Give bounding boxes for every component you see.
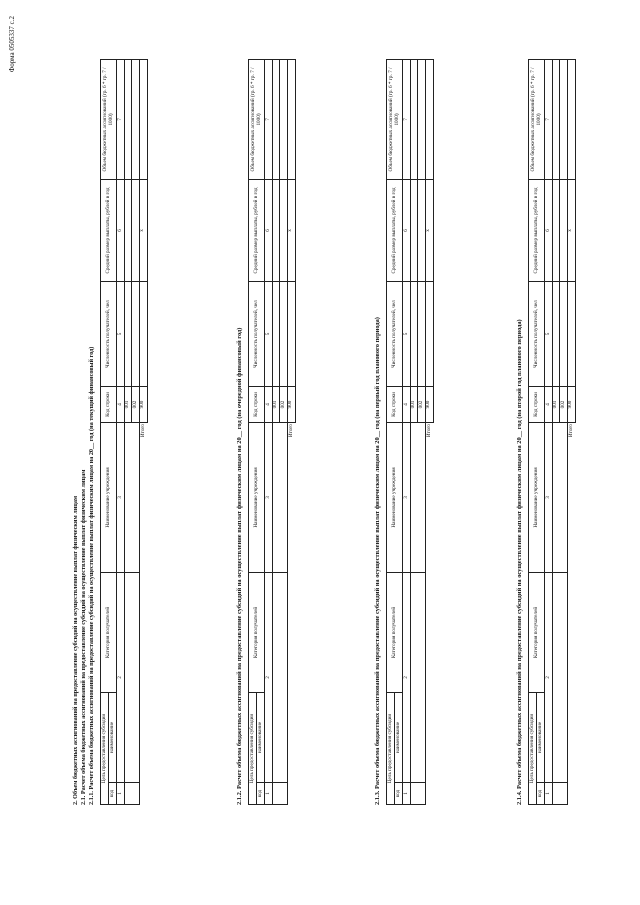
budget-volume-header: Объем бюджетных ассигнований (гр. 6 * гр. 7 / 1000) [249, 59, 265, 179]
row-code: 001 [124, 386, 132, 422]
blank [425, 572, 433, 804]
budget-volume-header: Объем бюджетных ассигнований (гр. 6 * гр. 7 / 1000) [101, 59, 117, 179]
budget-volume-cell[interactable] [272, 59, 280, 179]
column-number: 1 [117, 783, 125, 805]
line-code-header: Код строки [101, 386, 117, 422]
total-recipients-cell[interactable] [139, 281, 147, 386]
recipient-category-header: Категория получателей [387, 572, 403, 692]
total-avg-payment: x [139, 179, 147, 281]
column-number: 4 [403, 386, 411, 422]
total-budget-cell[interactable] [567, 59, 575, 179]
total-code: 900 [567, 386, 575, 422]
form-code: Форма 0505337 с.2 [8, 16, 16, 73]
name-header: наименование [257, 692, 265, 782]
code-cell[interactable] [272, 783, 287, 805]
total-code: 900 [425, 386, 433, 422]
purpose-header: Цель предоставления субсидии [529, 692, 537, 804]
institution-header: Наименование учреждения [101, 422, 117, 572]
table-1-title: 2.1.1. Расчет объема бюджетных ассигнований на предоставление субсидий на осуществление выплат физическим лицам на 20__ год (на текущий финансовый год) [88, 346, 95, 805]
row-code: 001 [272, 386, 280, 422]
column-number: 2 [117, 572, 125, 782]
column-number: 6 [117, 179, 125, 281]
purpose-name-cell[interactable] [410, 572, 425, 782]
column-number: 6 [265, 179, 273, 281]
column-number: 1 [265, 783, 273, 805]
recipients-count-cell[interactable] [552, 281, 560, 386]
recipients-count-cell[interactable] [272, 281, 280, 386]
recipients-count-header: Численность получателей, чел [101, 281, 117, 386]
recipients-count-cell[interactable] [132, 281, 140, 386]
recipient-category-header: Категория получателей [249, 572, 265, 692]
column-number: 6 [403, 179, 411, 281]
row-code: 001 [410, 386, 418, 422]
total-avg-payment: x [287, 179, 295, 281]
row-code: 002 [132, 386, 140, 422]
budget-volume-cell[interactable] [410, 59, 418, 179]
line-code-header: Код строки [387, 386, 403, 422]
total-avg-payment: x [425, 179, 433, 281]
recipients-count-cell[interactable] [280, 281, 288, 386]
total-label: Итого [425, 423, 432, 438]
column-number: 3 [265, 422, 273, 572]
avg-payment-cell[interactable] [132, 179, 140, 281]
column-number: 4 [545, 386, 553, 422]
code-cell[interactable] [552, 783, 567, 805]
total-budget-cell[interactable] [425, 59, 433, 179]
column-number: 5 [545, 281, 553, 386]
total-label: Итого [287, 423, 294, 438]
institution-cell[interactable] [272, 422, 287, 572]
name-header: наименование [109, 692, 117, 782]
total-budget-cell[interactable] [139, 59, 147, 179]
column-number: 1 [403, 783, 411, 805]
total-code: 900 [287, 386, 295, 422]
column-number: 5 [403, 281, 411, 386]
total-avg-payment: x [567, 179, 575, 281]
purpose-name-cell[interactable] [552, 572, 567, 782]
total-label: Итого [139, 423, 146, 438]
column-number: 1 [545, 783, 553, 805]
column-number: 3 [117, 422, 125, 572]
avg-payment-cell[interactable] [418, 179, 426, 281]
recipients-count-cell[interactable] [418, 281, 426, 386]
column-number: 4 [117, 386, 125, 422]
code-header: код [537, 783, 545, 805]
recipient-category-header: Категория получателей [529, 572, 545, 692]
budget-volume-cell[interactable] [418, 59, 426, 179]
avg-payment-cell[interactable] [272, 179, 280, 281]
column-number: 7 [265, 59, 273, 179]
column-number: 5 [265, 281, 273, 386]
column-number: 2 [545, 572, 553, 782]
column-number: 6 [545, 179, 553, 281]
budget-volume-cell[interactable] [124, 59, 132, 179]
column-number: 7 [403, 59, 411, 179]
avg-payment-header: Средний размер выплаты, рублей в год [529, 179, 545, 281]
column-number: 2 [265, 572, 273, 782]
table-3-title: 2.1.3. Расчет объема бюджетных ассигнований на предоставление субсидий на осуществление выплат физическим лицам на 20__ год (на первый год планового периода) [374, 317, 381, 805]
avg-payment-header: Средний размер выплаты, рублей в год [249, 179, 265, 281]
blank [567, 572, 575, 804]
recipients-count-header: Численность получателей, чел [249, 281, 265, 386]
avg-payment-cell[interactable] [280, 179, 288, 281]
line-code-header: Код строки [529, 386, 545, 422]
subsidy-calculation-table [100, 59, 148, 805]
row-code: 002 [280, 386, 288, 422]
blank [287, 572, 295, 804]
column-number: 3 [545, 422, 553, 572]
subsidy-calculation-table [248, 59, 296, 805]
budget-volume-header: Объем бюджетных ассигнований (гр. 6 * гр. 7 / 1000) [387, 59, 403, 179]
column-number: 3 [403, 422, 411, 572]
column-number: 5 [117, 281, 125, 386]
column-number: 7 [117, 59, 125, 179]
total-recipients-cell[interactable] [567, 281, 575, 386]
subsidy-calculation-table [386, 59, 434, 805]
column-number: 4 [265, 386, 273, 422]
section-heading: 2. Объем бюджетных ассигнований на предоставление субсидий на осуществление выплат физическим лицам [72, 495, 79, 805]
line-code-header: Код строки [249, 386, 265, 422]
avg-payment-cell[interactable] [560, 179, 568, 281]
recipient-category-header: Категория получателей [101, 572, 117, 692]
total-recipients-cell[interactable] [425, 281, 433, 386]
institution-header: Наименование учреждения [529, 422, 545, 572]
column-number: 2 [403, 572, 411, 782]
recipients-count-cell[interactable] [124, 281, 132, 386]
institution-cell[interactable] [124, 422, 139, 572]
avg-payment-cell[interactable] [552, 179, 560, 281]
total-code: 900 [139, 386, 147, 422]
budget-volume-cell[interactable] [552, 59, 560, 179]
purpose-name-cell[interactable] [124, 572, 139, 782]
budget-volume-header: Объем бюджетных ассигнований (гр. 6 * гр. 7 / 1000) [529, 59, 545, 179]
budget-volume-cell[interactable] [560, 59, 568, 179]
recipients-count-header: Численность получателей, чел [387, 281, 403, 386]
code-cell[interactable] [410, 783, 425, 805]
subsidy-calculation-table [528, 59, 576, 805]
purpose-header: Цель предоставления субсидии [387, 692, 395, 804]
blank [139, 572, 147, 804]
purpose-name-cell[interactable] [272, 572, 287, 782]
code-header: код [257, 783, 265, 805]
avg-payment-header: Средний размер выплаты, рублей в год [387, 179, 403, 281]
code-cell[interactable] [124, 783, 139, 805]
total-recipients-cell[interactable] [287, 281, 295, 386]
row-code: 001 [552, 386, 560, 422]
avg-payment-cell[interactable] [410, 179, 418, 281]
institution-cell[interactable] [410, 422, 425, 572]
table-4-title: 2.1.4. Расчет объема бюджетных ассигнований на предоставление субсидий на осуществление выплат физическим лицам на 20__ год (на второй год планового периода) [516, 319, 523, 805]
recipients-count-cell[interactable] [410, 281, 418, 386]
name-header: наименование [395, 692, 403, 782]
avg-payment-header: Средний размер выплаты, рублей в год [101, 179, 117, 281]
total-label: Итого [567, 423, 574, 438]
avg-payment-cell[interactable] [124, 179, 132, 281]
purpose-header: Цель предоставления субсидии [101, 692, 109, 804]
row-code: 002 [418, 386, 426, 422]
name-header: наименование [537, 692, 545, 782]
row-code: 002 [560, 386, 568, 422]
subsection-heading: 2.1. Расчет объема бюджетных ассигнований на предоставление субсидий на осуществление выплат физическим лицам [80, 469, 87, 805]
total-budget-cell[interactable] [287, 59, 295, 179]
recipients-count-header: Численность получателей, чел [529, 281, 545, 386]
recipients-count-cell[interactable] [560, 281, 568, 386]
institution-cell[interactable] [552, 422, 567, 572]
code-header: код [395, 783, 403, 805]
table-2-title: 2.1.2. Расчет объема бюджетных ассигнований на предоставление субсидий на осуществление выплат физическим лицам на 20__ год (на очередной финансовый год) [236, 327, 243, 805]
code-header: код [109, 783, 117, 805]
budget-volume-cell[interactable] [132, 59, 140, 179]
institution-header: Наименование учреждения [249, 422, 265, 572]
institution-header: Наименование учреждения [387, 422, 403, 572]
column-number: 7 [545, 59, 553, 179]
purpose-header: Цель предоставления субсидии [249, 692, 257, 804]
budget-volume-cell[interactable] [280, 59, 288, 179]
